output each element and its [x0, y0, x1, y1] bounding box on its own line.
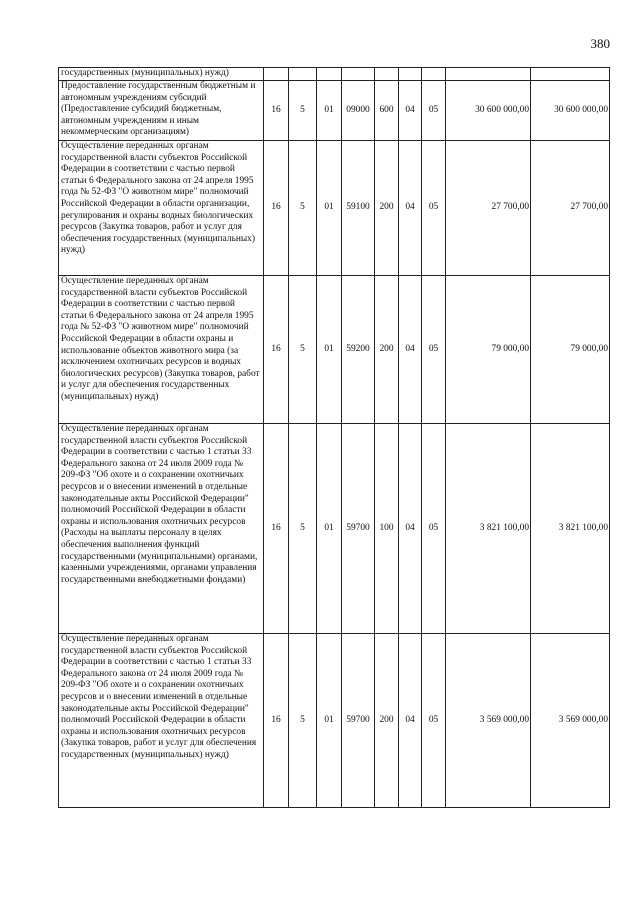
row-description: Осуществление переданных органам государственной власти субъектов Российской Федерации в соответствии с частью первой статьи 6 Федерального закона от 24 апреля 1995 года № 52-ФЗ "О животном мире" полномочий Российской Федерации в области охраны и использование объектов животного мира (за исключением охотничьих ресурсов и водных биологических ресурсов) (Закупка товаров, работ и услуг для обеспечения государственных (муниципальных) нужд) — [59, 276, 264, 424]
table-row — [59, 634, 610, 808]
amount-cell-1: 27 700,00 — [446, 141, 531, 276]
code-cell-6: 04 — [399, 81, 422, 141]
amount-cell-1: 3 821 100,00 — [446, 424, 531, 634]
code-cell-6 — [399, 68, 422, 81]
row-description: Предоставление государственным бюджетным и автономным учреждениям субсидий (Предоставление субсидий бюджетным, автономным учреждениям и иным некоммерческим организациям) — [59, 81, 264, 141]
section-cell: 5 — [289, 276, 317, 424]
section-cell: 5 — [289, 634, 317, 808]
section-cell — [289, 68, 317, 81]
section-cell: 5 — [289, 141, 317, 276]
budget-table — [58, 67, 610, 808]
table-row — [59, 276, 610, 424]
amount-cell-2: 30 600 000,00 — [531, 81, 610, 141]
admin-code-cell: 16 — [264, 424, 289, 634]
code-cell-7: 05 — [422, 634, 446, 808]
section-cell: 5 — [289, 424, 317, 634]
amount-cell-1: 79 000,00 — [446, 276, 531, 424]
admin-code-cell: 16 — [264, 141, 289, 276]
amount-cell-2: 3 821 100,00 — [531, 424, 610, 634]
code-cell-6: 04 — [399, 634, 422, 808]
amount-cell-2: 79 000,00 — [531, 276, 610, 424]
target-code-cell: 59200 — [342, 276, 375, 424]
expense-type-cell: 200 — [375, 141, 399, 276]
subsection-cell: 01 — [317, 634, 342, 808]
table-row — [59, 141, 610, 276]
row-description: Осуществление переданных органам государственной власти субъектов Российской Федерации в соответствии с частью первой статьи 6 Федерального закона от 24 апреля 1995 года № 52-ФЗ "О животном мире" полномочий Российской Федерации в области организации, регулирования и охраны водных биологических ресурсов (Закупка товаров, работ и услуг для обеспечения государственных (муниципальных) нужд) — [59, 141, 264, 276]
subsection-cell: 01 — [317, 141, 342, 276]
target-code-cell — [342, 68, 375, 81]
code-cell-7: 05 — [422, 141, 446, 276]
page-number: 380 — [590, 36, 610, 51]
row-description: Осуществление переданных органам государственной власти субъектов Российской Федерации в соответствии с частью 1 статьи 33 Федерального закона от 24 июля 2009 года № 209-ФЗ "Об охоте и о сохранении охотничьих ресурсов и о внесении изменений в отдельные законодательные акты Российской Федерации" полномочий Российской Федерации в области охраны и использования охотничьих ресурсов (Расходы на выплаты персоналу в целях обеспечения выполнения функций государственными (муниципальными) органами, казенными учреждениями, органами управления государственными внебюджетными фондами) — [59, 424, 264, 634]
target-code-cell: 59100 — [342, 141, 375, 276]
subsection-cell: 01 — [317, 276, 342, 424]
amount-cell-1 — [446, 68, 531, 81]
code-cell-6: 04 — [399, 424, 422, 634]
amount-cell-2: 3 569 000,00 — [531, 634, 610, 808]
code-cell-6: 04 — [399, 276, 422, 424]
admin-code-cell: 16 — [264, 634, 289, 808]
amount-cell-2: 27 700,00 — [531, 141, 610, 276]
subsection-cell — [317, 68, 342, 81]
expense-type-cell — [375, 68, 399, 81]
table-row — [59, 81, 610, 141]
table-row — [59, 424, 610, 634]
code-cell-7: 05 — [422, 81, 446, 141]
row-description: государственных (муниципальных) нужд) — [59, 68, 264, 81]
admin-code-cell: 16 — [264, 276, 289, 424]
table-row — [59, 68, 610, 81]
expense-type-cell: 600 — [375, 81, 399, 141]
expense-type-cell: 200 — [375, 634, 399, 808]
target-code-cell: 59700 — [342, 634, 375, 808]
amount-cell-1: 3 569 000,00 — [446, 634, 531, 808]
amount-cell-2 — [531, 68, 610, 81]
section-cell: 5 — [289, 81, 317, 141]
amount-cell-1: 30 600 000,00 — [446, 81, 531, 141]
subsection-cell: 01 — [317, 81, 342, 141]
target-code-cell: 59700 — [342, 424, 375, 634]
admin-code-cell: 16 — [264, 81, 289, 141]
expense-type-cell: 100 — [375, 424, 399, 634]
admin-code-cell — [264, 68, 289, 81]
code-cell-7: 05 — [422, 276, 446, 424]
expense-type-cell: 200 — [375, 276, 399, 424]
code-cell-7: 05 — [422, 424, 446, 634]
target-code-cell: 09000 — [342, 81, 375, 141]
code-cell-6: 04 — [399, 141, 422, 276]
code-cell-7 — [422, 68, 446, 81]
row-description: Осуществление переданных органам государственной власти субъектов Российской Федерации в соответствии с частью 1 статьи 33 Федерального закона от 24 июля 2009 года № 209-ФЗ "Об охоте и о сохранении охотничьих ресурсов и о внесении изменений в отдельные законодательные акты Российской Федерации" полномочий Российской Федерации в области охраны и использования охотничьих ресурсов (Закупка товаров, работ и услуг для обеспечения государственных (муниципальных) нужд) — [59, 634, 264, 808]
subsection-cell: 01 — [317, 424, 342, 634]
